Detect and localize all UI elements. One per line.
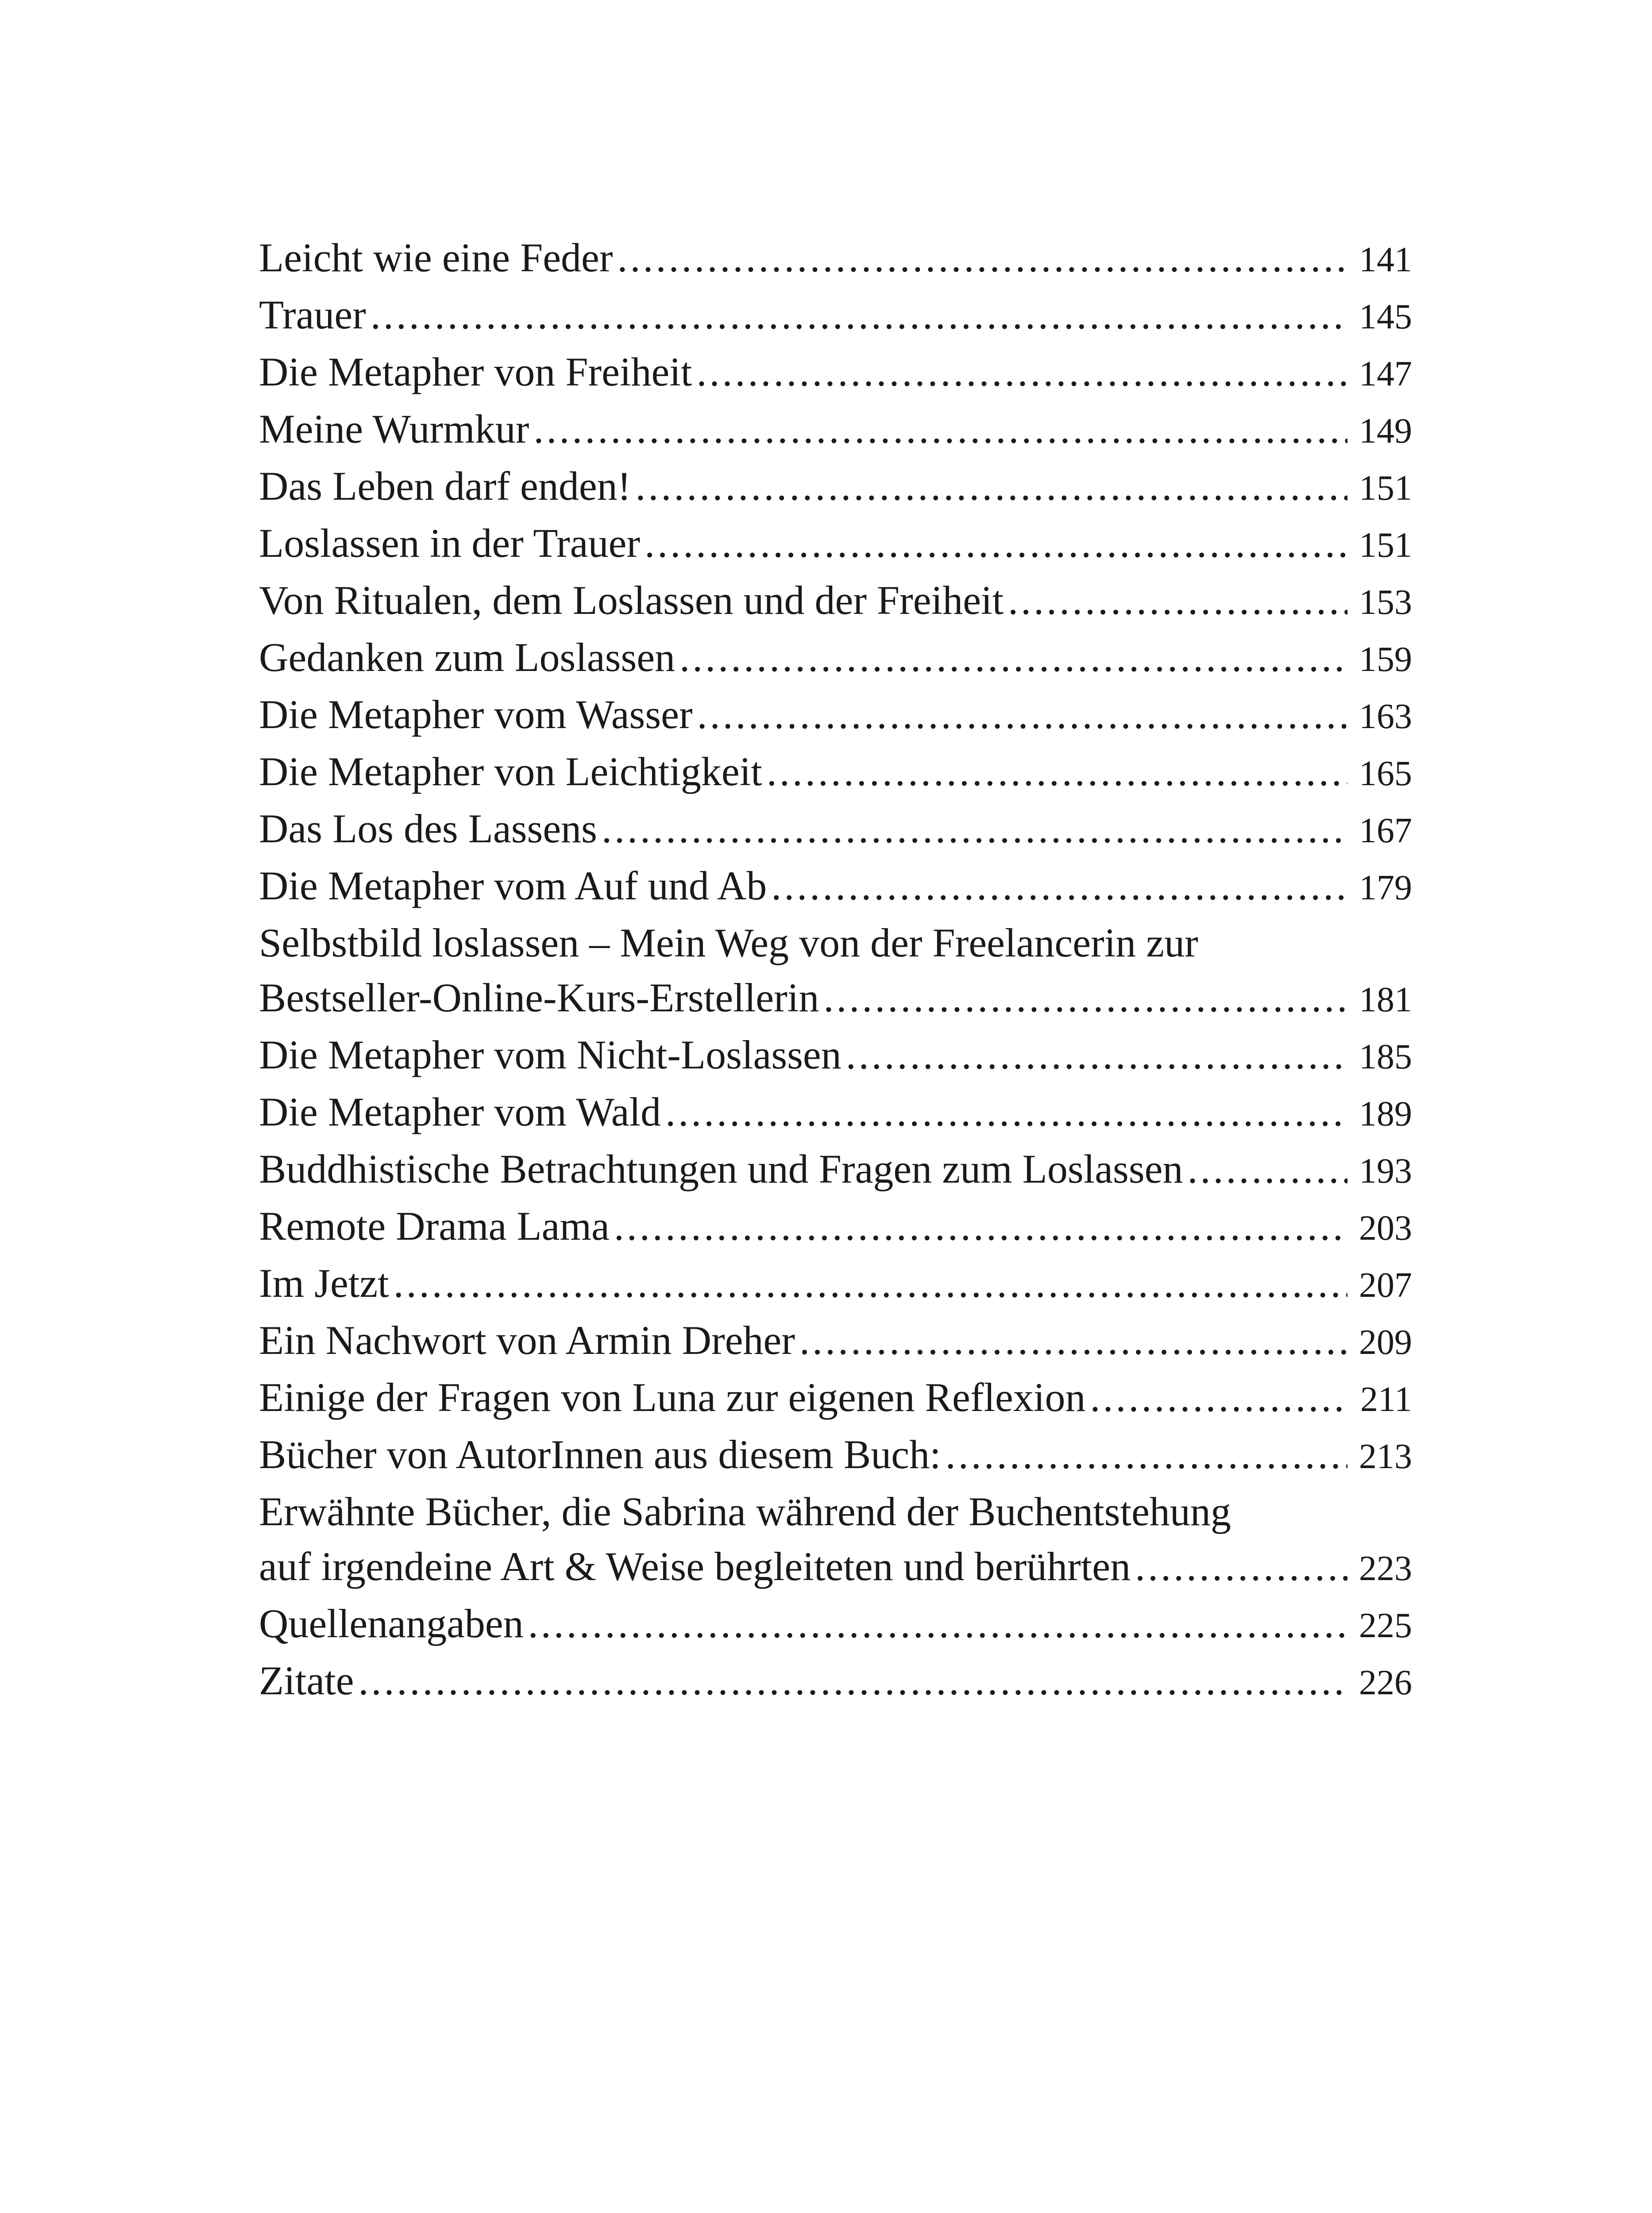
toc-entry-body [259, 1313, 1350, 1368]
dot-leader [635, 459, 1347, 513]
toc-entry-title: Die Metapher vom Nicht-Loslassen [259, 1032, 841, 1077]
toc-entry-body [259, 1084, 1350, 1139]
dot-leader [602, 801, 1347, 856]
toc-entry [259, 573, 1412, 630]
toc-entry [259, 230, 1412, 287]
dot-leader [394, 1256, 1347, 1311]
toc-page-number: 185 [1359, 1037, 1412, 1076]
toc-entry-body [259, 801, 1350, 856]
dot-leader [1008, 573, 1347, 628]
toc-page-number: 149 [1359, 412, 1412, 451]
toc-entry-title: Meine Wurmkur [259, 406, 529, 451]
toc-entry-body [259, 1256, 1350, 1311]
toc-page-number: 213 [1359, 1437, 1412, 1476]
toc-page-number: 223 [1359, 1549, 1412, 1588]
toc-entry [259, 1596, 1412, 1653]
toc-page-number: 189 [1359, 1095, 1412, 1133]
table-of-contents [259, 230, 1412, 1710]
toc-entry [259, 1653, 1412, 1710]
toc-entry-body [259, 1141, 1350, 1196]
toc-entry-title: Die Metapher von Freiheit [259, 349, 692, 394]
toc-entry [259, 1256, 1412, 1313]
toc-entry-title: Das Leben darf enden! [259, 463, 631, 509]
toc-page-number: 151 [1359, 469, 1412, 508]
toc-entry-body [259, 1596, 1350, 1651]
dot-leader [771, 858, 1347, 913]
toc-entry-title: Die Metapher vom Auf und Ab [259, 863, 767, 908]
toc-page-number: 153 [1359, 583, 1412, 622]
toc-entry [259, 1084, 1412, 1141]
dot-leader [618, 230, 1347, 285]
toc-page-number: 165 [1359, 754, 1412, 793]
dot-leader [823, 970, 1347, 1025]
toc-entry-title-line-2: Bestseller-Online-Kurs-Erstellerin [259, 975, 819, 1020]
toc-entry [259, 858, 1412, 915]
toc-entry-title: Die Metapher von Leichtigkeit [259, 749, 762, 794]
toc-entry-body [259, 687, 1350, 742]
toc-entry-body [259, 459, 1350, 513]
dot-leader [614, 1199, 1347, 1253]
toc-page-number: 151 [1359, 526, 1412, 565]
toc-entry [259, 344, 1412, 401]
dot-leader [767, 744, 1347, 799]
dot-leader [697, 687, 1347, 742]
toc-entry-body [259, 1539, 1350, 1594]
toc-entry-body [259, 287, 1350, 342]
toc-page-number: 225 [1359, 1606, 1412, 1645]
toc-entry-body [259, 1370, 1350, 1425]
dot-leader [1135, 1539, 1347, 1594]
toc-page-number: 209 [1359, 1323, 1412, 1362]
toc-entry-title-line-2: auf irgendeine Art & Weise begleiteten und berührten [259, 1544, 1131, 1589]
toc-entry-title: Buddhistische Betrachtungen und Fragen zum Loslassen [259, 1146, 1183, 1191]
toc-entry-body [259, 1427, 1350, 1482]
toc-entry-title: Quellenangaben [259, 1601, 524, 1646]
toc-entry-title-line-1: Erwähnte Bücher, die Sabrina während der Buchentstehung [259, 1489, 1231, 1534]
toc-entry [259, 516, 1412, 573]
toc-entry-body [259, 970, 1350, 1025]
toc-entry-title: Loslassen in der Trauer [259, 520, 641, 566]
toc-page-number: 211 [1360, 1380, 1412, 1419]
toc-entry-body [259, 1027, 1350, 1082]
toc-page-number: 141 [1359, 240, 1412, 279]
dot-leader [846, 1027, 1347, 1082]
dot-leader [371, 287, 1347, 342]
toc-entry [259, 1484, 1412, 1596]
toc-entry [259, 1027, 1412, 1084]
toc-page-number: 145 [1359, 297, 1412, 336]
toc-entry-title: Im Jetzt [259, 1261, 389, 1306]
toc-page-number: 179 [1359, 868, 1412, 907]
toc-entry-body [259, 344, 1350, 399]
dot-leader [946, 1427, 1347, 1482]
toc-entry-body [259, 1199, 1350, 1253]
toc-entry-title: Trauer [259, 292, 366, 337]
toc-entry-title: Das Los des Lassens [259, 806, 597, 851]
toc-entry [259, 401, 1412, 459]
toc-entry [259, 459, 1412, 516]
dot-leader [533, 401, 1347, 456]
toc-entry-body [259, 573, 1350, 628]
toc-page-number: 147 [1359, 355, 1412, 393]
toc-entry [259, 915, 1412, 1027]
toc-entry-title: Die Metapher vom Wasser [259, 692, 693, 737]
dot-leader [665, 1084, 1347, 1139]
toc-entry-title: Von Ritualen, dem Loslassen und der Freiheit [259, 578, 1004, 623]
toc-entry-body [259, 516, 1350, 571]
toc-page-number: 181 [1359, 980, 1412, 1019]
toc-page-number: 203 [1359, 1209, 1412, 1248]
dot-leader [697, 344, 1348, 399]
toc-entry-title-line-1: Selbstbild loslassen – Mein Weg von der Freelancerin zur [259, 920, 1198, 965]
toc-entry [259, 1427, 1412, 1484]
dot-leader [359, 1653, 1347, 1708]
toc-entry-body [259, 630, 1350, 685]
toc-page-number: 207 [1359, 1266, 1412, 1305]
dot-leader [799, 1313, 1347, 1368]
toc-page-number: 167 [1359, 811, 1412, 850]
toc-entry-title: Einige der Fragen von Luna zur eigenen Reflexion [259, 1375, 1086, 1420]
toc-entry-title: Bücher von AutorInnen aus diesem Buch: [259, 1432, 941, 1477]
toc-entry [259, 801, 1412, 858]
toc-entry [259, 1199, 1412, 1256]
toc-entry-last-row [259, 1539, 1412, 1596]
toc-entry [259, 1370, 1412, 1427]
toc-entry [259, 1141, 1412, 1199]
dot-leader [1090, 1370, 1347, 1425]
toc-entry [259, 1313, 1412, 1370]
toc-entry-last-row [259, 970, 1412, 1027]
toc-entry-title: Gedanken zum Loslassen [259, 635, 675, 680]
toc-entry [259, 630, 1412, 687]
toc-page-number: 159 [1359, 640, 1412, 679]
toc-entry [259, 687, 1412, 744]
dot-leader [645, 516, 1347, 571]
toc-entry-body [259, 401, 1350, 456]
toc-entry-body [259, 230, 1350, 285]
toc-entry-body [259, 1653, 1350, 1708]
toc-page-number: 193 [1359, 1152, 1412, 1191]
toc-entry-title: Leicht wie eine Feder [259, 235, 613, 280]
toc-entry [259, 287, 1412, 344]
toc-entry-title: Ein Nachwort von Armin Dreher [259, 1318, 795, 1363]
dot-leader [679, 630, 1347, 685]
toc-entry-title: Die Metapher vom Wald [259, 1089, 661, 1134]
toc-entry [259, 744, 1412, 801]
toc-entry-body [259, 858, 1350, 913]
toc-page-number: 226 [1359, 1663, 1412, 1702]
toc-page-number: 163 [1359, 697, 1412, 736]
dot-leader [528, 1596, 1347, 1651]
toc-entry-body [259, 744, 1350, 799]
dot-leader [1187, 1141, 1347, 1196]
toc-entry-title: Remote Drama Lama [259, 1203, 610, 1249]
toc-entry-title: Zitate [259, 1658, 354, 1703]
